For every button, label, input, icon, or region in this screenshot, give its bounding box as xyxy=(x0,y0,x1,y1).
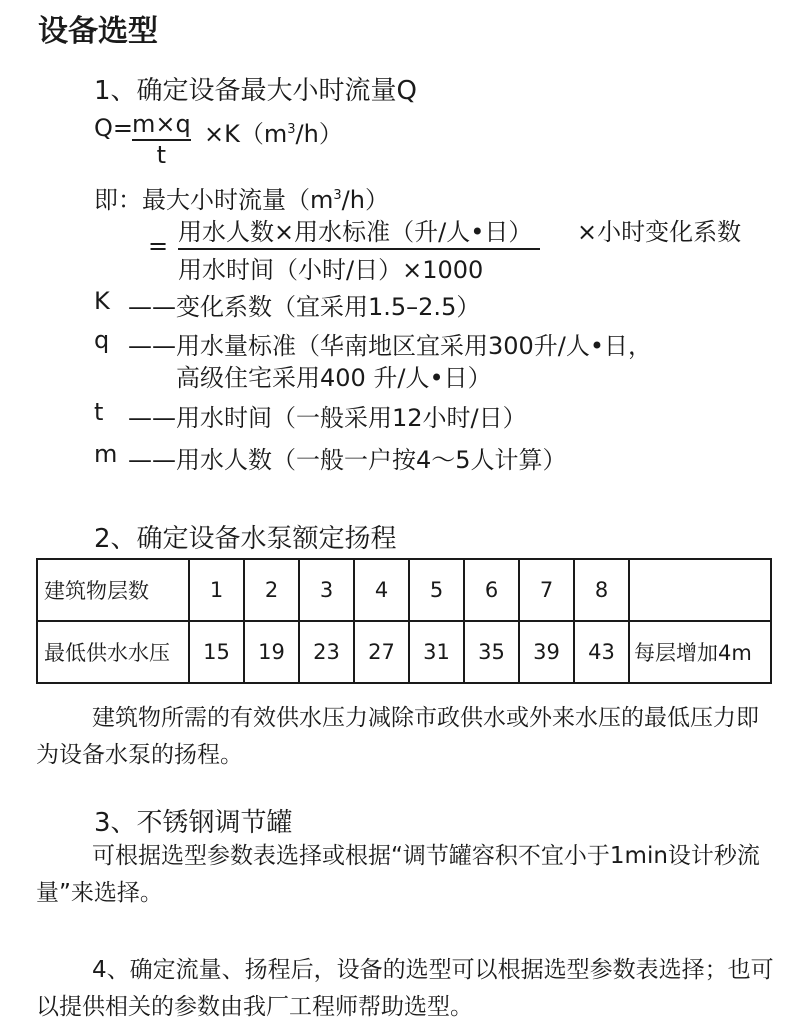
formula-numerator: m×q xyxy=(132,110,191,141)
section1-heading: 1、确定设备最大小时流量Q xyxy=(94,76,418,106)
ji-sup: 3 xyxy=(333,188,342,203)
row-label: 建筑物层数 xyxy=(37,559,189,621)
table-row xyxy=(37,621,771,683)
def-text-line2: 高级住宅采用400 升/人•日） xyxy=(176,364,492,392)
table-cell: 23 xyxy=(299,621,354,683)
table-row xyxy=(37,559,771,621)
table-cell: 每层增加4m xyxy=(629,621,771,683)
section2-heading: 2、确定设备水泵额定扬程 xyxy=(94,524,397,554)
section2-paragraph: 建筑物所需的有效供水压力减除市政供水或外来水压的最低压力即为设备水泵的扬程。 xyxy=(36,705,759,768)
table-cell: 7 xyxy=(519,559,574,621)
table-cell: 19 xyxy=(244,621,299,683)
section3-heading: 3、不锈钢调节罐 xyxy=(94,808,293,838)
formula-tail: /h） xyxy=(295,120,343,148)
ji-prefix: 即：最大小时流量（m xyxy=(94,186,334,214)
table-cell: 1 xyxy=(189,559,244,621)
def-text: ——用水时间（一般采用12小时/日） xyxy=(128,404,527,432)
ji-eq: = xyxy=(148,232,169,260)
formula-rest-text: ×K（m xyxy=(204,120,288,148)
def-symbol: K xyxy=(94,287,110,315)
def-symbol: m xyxy=(94,440,118,468)
table-cell: 27 xyxy=(354,621,409,683)
def-symbol: q xyxy=(94,326,110,354)
def-text: ——变化系数（宜采用1.5–2.5） xyxy=(128,293,481,321)
table-cell: 35 xyxy=(464,621,519,683)
page-title: 设备选型 xyxy=(38,14,158,49)
table-cell: 3 xyxy=(299,559,354,621)
table-cell: 8 xyxy=(574,559,629,621)
formula-sup: 3 xyxy=(287,122,296,137)
formula-denominator: t xyxy=(156,141,167,169)
ji-denominator: 用水时间（小时/日）×1000 xyxy=(178,256,484,284)
table-cell: 4 xyxy=(354,559,409,621)
formula-lhs: Q= xyxy=(94,114,133,142)
row-label: 最低供水水压 xyxy=(37,621,189,683)
table-cell xyxy=(629,559,771,621)
section3-paragraph: 可根据选型参数表选择或根据“调节罐容积不宜小于1min设计秒流量”来选择。 xyxy=(36,843,760,906)
def-text: ——用水量标准（华南地区宜采用300升/人•日， xyxy=(128,332,653,360)
formula-rest xyxy=(204,114,343,149)
table-cell: 43 xyxy=(574,621,629,683)
def-text: ——用水人数（一般一户按4～5人计算） xyxy=(128,446,567,474)
ji-line xyxy=(94,180,389,215)
table-cell: 5 xyxy=(409,559,464,621)
formula-fraction xyxy=(132,110,191,169)
ji-fraction xyxy=(178,212,540,285)
ji-suffix: /h） xyxy=(341,186,389,214)
table-cell: 2 xyxy=(244,559,299,621)
section4-paragraph: 4、确定流量、扬程后，设备的选型可以根据选型参数表选择；也可以提供相关的参数由我厂工程师帮助选型。 xyxy=(36,957,774,1020)
table-cell: 15 xyxy=(189,621,244,683)
table-cell: 39 xyxy=(519,621,574,683)
ji-tail: ×小时变化系数 xyxy=(577,218,742,246)
def-symbol: t xyxy=(94,398,104,426)
table-cell: 6 xyxy=(464,559,519,621)
ji-numerator: 用水人数×用水标准（升/人•日） xyxy=(178,212,540,250)
table-cell: 31 xyxy=(409,621,464,683)
pump-head-table xyxy=(36,558,772,684)
